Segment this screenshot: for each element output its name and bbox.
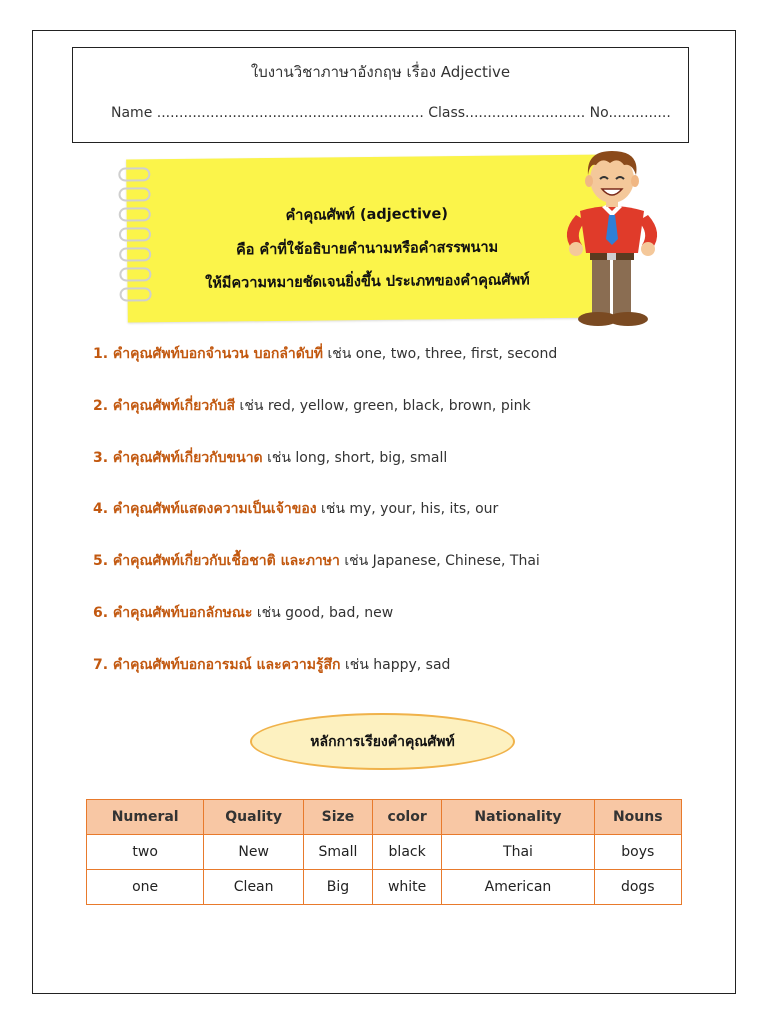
- boy-hand-right: [641, 242, 655, 256]
- order-rules-title: หลักการเรียงคำคุณศัพท์: [250, 713, 515, 770]
- adjective-type-item: [93, 498, 498, 520]
- adjective-type-title: 7. คำคุณศัพท์บอกอารมณ์ และความรู้สึก: [93, 657, 341, 673]
- boy-shoe-right: [608, 312, 648, 326]
- table-cell: black: [372, 835, 442, 870]
- table-header-row: [87, 800, 682, 835]
- adjective-type-item: [93, 343, 557, 365]
- table-cell: boys: [594, 835, 681, 870]
- adjective-type-title: 4. คำคุณศัพท์แสดงความเป็นเจ้าของ: [93, 501, 317, 517]
- boy-hand-left: [569, 242, 583, 256]
- note-ring-icon: [118, 187, 150, 201]
- adjective-type-title: 6. คำคุณศัพท์บอกลักษณะ: [93, 605, 253, 621]
- adjective-type-examples: เช่น happy, sad: [340, 657, 451, 673]
- adjective-type-item: [93, 602, 393, 624]
- adjective-type-item: [93, 395, 531, 417]
- table-cell: dogs: [594, 870, 681, 905]
- name-field[interactable]: Name ............................................................: [111, 105, 424, 121]
- definition-note: [126, 154, 608, 322]
- adjective-type-examples: เช่น good, bad, new: [252, 605, 394, 621]
- column-header-quality: Quality: [204, 800, 304, 835]
- number-field[interactable]: No..............: [589, 105, 671, 121]
- note-ring-icon: [118, 167, 150, 181]
- class-field[interactable]: Class...........................: [428, 105, 586, 121]
- column-header-nouns: Nouns: [594, 800, 681, 835]
- adjective-type-examples: เช่น long, short, big, small: [262, 450, 448, 466]
- adjective-type-title: 1. คำคุณศัพท์บอกจำนวน บอกลำดับที่: [93, 346, 323, 362]
- adjective-type-title: 2. คำคุณศัพท์เกี่ยวกับสี: [93, 398, 236, 414]
- adjective-type-examples: เช่น red, yellow, green, black, brown, pink: [235, 398, 531, 414]
- definition-heading: คำคุณศัพท์ (adjective): [285, 206, 449, 224]
- boy-leg-left: [592, 257, 610, 315]
- adjective-type-title: 5. คำคุณศัพท์เกี่ยวกับเชื้อชาติ และภาษา: [93, 553, 340, 569]
- adjective-type-title: 3. คำคุณศัพท์เกี่ยวกับขนาด: [93, 450, 263, 466]
- header-box: [72, 47, 689, 143]
- adjective-type-examples: เช่น one, two, three, first, second: [323, 346, 558, 362]
- definition-line: คือ คำที่ใช้อธิบายคำนามหรือคำสรรพนาม: [235, 239, 499, 259]
- table-row: [87, 835, 682, 870]
- adjective-type-examples: เช่น my, your, his, its, our: [316, 501, 499, 517]
- adjective-type-item: [93, 447, 447, 469]
- cartoon-boy-illustration: [558, 145, 668, 330]
- table-cell: Clean: [204, 870, 304, 905]
- table-cell: two: [87, 835, 204, 870]
- table-cell: American: [442, 870, 594, 905]
- adjective-type-examples: เช่น Japanese, Chinese, Thai: [339, 553, 540, 569]
- table-cell: one: [87, 870, 204, 905]
- definition-line: ให้มีความหมายชัดเจนยิ่งขึ้น ประเภทของคำคุณศัพท์: [205, 272, 530, 292]
- table-cell: Thai: [442, 835, 594, 870]
- column-header-nationality: Nationality: [442, 800, 594, 835]
- boy-ear-left: [585, 175, 593, 187]
- table-row: [87, 870, 682, 905]
- table-cell: Big: [304, 870, 373, 905]
- column-header-color: color: [372, 800, 442, 835]
- table-cell: New: [204, 835, 304, 870]
- adjective-type-item: [93, 550, 540, 572]
- table-cell: Small: [304, 835, 373, 870]
- table-cell: white: [372, 870, 442, 905]
- boy-leg-right: [613, 257, 631, 315]
- column-header-size: Size: [304, 800, 373, 835]
- column-header-numeral: Numeral: [87, 800, 204, 835]
- worksheet-title: ใบงานวิชาภาษาอังกฤษ เรื่อง Adjective: [250, 63, 511, 81]
- student-info-line: [111, 105, 671, 121]
- adjective-order-table: [86, 799, 682, 905]
- adjective-type-item: [93, 654, 450, 676]
- boy-ear-right: [631, 175, 639, 187]
